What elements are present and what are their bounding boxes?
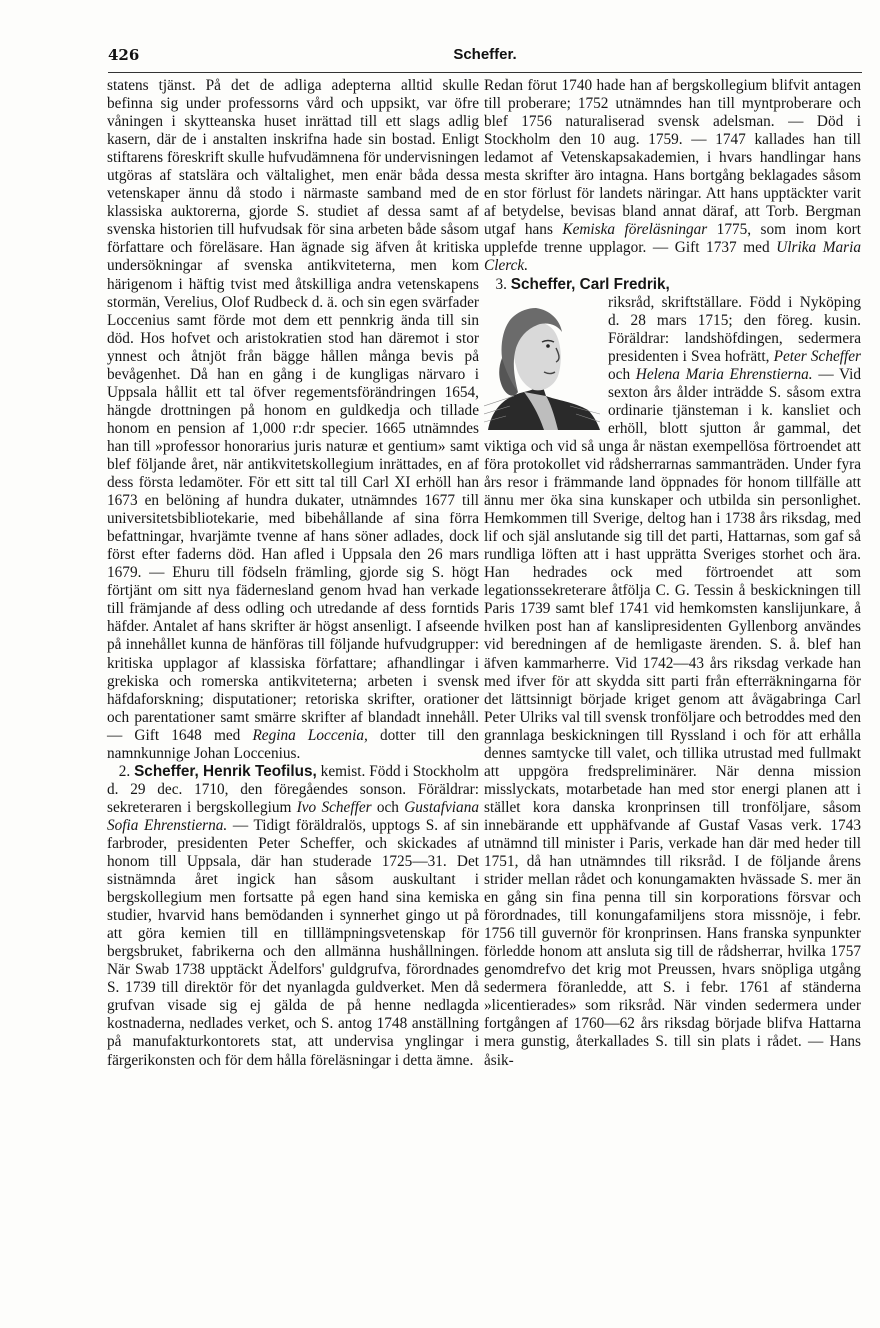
entry-1-end: dotter till den namnkunnige Johan Loccenius. bbox=[107, 726, 479, 762]
entry-2-work-title: Kemiska föreläsningar bbox=[562, 221, 708, 239]
entry-2-continuation bbox=[484, 77, 861, 276]
entry-2-intro: kemist. Född i Stockholm d. 29 dec. 1710, den föregåendes sonson. Föräldrar: sekreteraren i bergskollegium bbox=[107, 762, 479, 816]
entry-3-number: 3. bbox=[495, 275, 507, 293]
entry-1-continuation bbox=[107, 77, 479, 763]
entry-2-mother: Gustafviana Sofia Ehrenstierna. bbox=[107, 798, 479, 834]
entry-2-heading: Scheffer, Henrik Teofilus, bbox=[134, 762, 317, 780]
entry-2-wife: Ulrika Maria Clerck. bbox=[484, 239, 861, 275]
entry-3-mother: Helena Maria Ehrenstierna. bbox=[635, 365, 813, 383]
page-header bbox=[108, 46, 862, 68]
entry-2-cont-text: Redan förut 1740 hade han af bergskollegium blifvit antagen till proberare; 1752 utnämndes han till myntproberare och blef 1756 naturaliserad svensk adelsman. — Död i Stockholm den 10 aug. 1759. — 1747 kallades han till ledamot af Vetenskapsakademien, i hvars handlingar hans mesta skrifter äro intagna. Hans bortgång beklagades såsom en stor förlust för landets näringar. Att hans upptäckter varit af betydelse, bevisas bland annat däraf, att Torb. Bergman utgaf hans bbox=[484, 77, 861, 239]
entry-1-text: statens tjänst. På det de adliga adepterna alltid skulle befinna sig under professorns vård och uppsikt, var öfre våningen i skytteanska huset inrättad till ett slags adlig kasern, där de i anstalten inskrifna hade sin bostad. Enligt stiftarens föreskrift skulle hufvudämnena för undervisningen utgöras af statslära och vältalighet, men enär båda dessa vetenskaper ännu då stodo i närmaste samband med de klassiska auktorerna, gjorde S. studiet af dessa samt af svenska historien till hufvudsak för sina arbeten både såsom författare och föreläsare. Han ägnade sig äfven åt kritiska undersökningar af svenska antikviteterna, men kom härigenom i häftig tvist med åtskilliga andra vetenskapens stormän, Verelius, Olof Rudbeck d. ä. och sin egen svärfader Loccenius samt förde mot dem ett pennkrig ända till sin död. Hos hofvet och aristokratien stod han däremot i stor ynnest och åtnjöt från bägge hållen många bevis på bevågenhet. Då han en gång i de kungligas närvaro i Uppsala hållit ett tal öfver regementsförändringen 1654, hängde drottningen på honom en guldkedja och tillade honom en pension af 1,000 r:dr specier. 1665 utnämndes han till »professor honorarius juris naturæ et gentium» samt blef följande året, när antikvitetskollegium inrättades, en af dess första ledamöter. För ett sitt tal till Carl XI erhöll han 1673 en belöning af hundra dukater, utnämndes 1677 till universitetsbibliotekarie, med bibehållande af sina förra befattningar, hvarjämte tvenne af hans söner adlades, dock först efter faderns död. Han afled i Uppsala den 26 mars 1679. — Ehuru till födseln främling, gjorde sig S. högt förtjänt om sitt nya fädernesland genom hvad han verkade till främjande af dess odling och utredande af dess forntids häfder. Antalet af hans skrifter är högst ansenligt. I afseende på innehållet kunna de hänföras till följande hufvudgrupper: kritiska upplagor af klassiska författare; afhandlingar i grekiska och romerska antikviteterna; arbeten i svensk häfdaforskning; disputationer; retoriska skrifter, orationer och parentationer samt smärre skrifter af blandadt innehåll. — Gift 1648 med bbox=[107, 77, 479, 744]
entry-3-heading: Scheffer, Carl Fredrik, bbox=[510, 275, 670, 293]
entry-2-cont-end: 1775, som inom kort upplefde trenne upplagor. — Gift 1737 med bbox=[484, 221, 862, 257]
entry-3-intro: riksråd, skriftställare. Född i Nyköping d. 28 mars 1715; den föreg. kusin. Föräldrar: landshöfdingen, sedermera presidenten i Svea hofrätt, bbox=[608, 293, 861, 365]
entry-2-father: Ivo Scheffer bbox=[296, 798, 372, 816]
entry-1-wife: Regina Loccenia, bbox=[252, 726, 368, 744]
entry-2-body: — Tidigt föräldralös, upptogs S. af sin farbroder, presidenten Peter Scheffer, och skickades af honom till Uppsala, där han studerade 1725—31. Det sistnämnda året ingick han såsom auskultant i bergskollegium men fortsatte på egen hand sina kemiska studier, hvarvid hans bemödanden i synnerhet gingo ut på att göra kemien till en tilllämpningsvetenskap för bergsbruket, fabrikerna och den allmänna hushållningen. När Swab 1738 upptäckt Ädelfors' guldgrufva, förordnades S. 1739 till direktör för det nyanlagda guldverket. Men då grufvan visade sig ej gälda de på henne nedlagda kostnaderna, nedlades verket, och S. antog 1748 anställning på manufakturkontorets stat, att undervisa ynglingar i färgerikonsten och för dem hålla föreläsningar i detta ämne. bbox=[107, 816, 479, 1069]
entry-3-and: och bbox=[608, 365, 631, 383]
entry-3-father: Peter Scheffer bbox=[773, 347, 861, 365]
entry-2-number: 2. bbox=[118, 762, 131, 780]
header-rule bbox=[108, 72, 862, 73]
entry-3-body: — Vid sexton års ålder inträdde S. såsom extra ordinarie tjänsteman i k. kansliet och erhöll, blott sjutton år gammal, det viktiga och vid så unga år nästan exempellösa förtroendet att föra protokollet vid rådsherrarnas sammanträden. Under fyra års resor i främmande land öppnades för honom tillfälle att ännu mer öka sina kunskaper och utbilda sin personlighet. Hemkommen till Sverige, deltog han i 1738 års riksdag, med lif och själ anslutande sig till det parti, Hattarnas, som gaf så rundliga löften att i hast upprätta Sveriges storhet och ära. Han hedrades ock med förtroendet att som legationssekreterare åtfölja C. G. Tessin å beskickningen till Paris 1739 samt blef 1741 vid hemkomsten kanslijunkare, å hvilken post han af kanslipresidenten Gyllenborg användes vid beredningen af de hemligaste ärenden. S. å. blef han äfven kammarherre. Vid 1742—43 års riksdag verkade han med ifver för att skydda sitt parti från efterräkningarna för det lättsinnigt började kriget genom att åvägabringa Carl Peter Ulriks val till svensk tronföljare och betroddes med den grannlaga beskickningen till Ryssland i och för att erhålla dennes samtycke till valet, och tillika utrustad med fullmakt att uppgöra fredspreliminärer. När denna mission misslyckats, motarbetade han med stor energi planen att i stället kora danska kronprinsen till tronföljare, såsom innebärande ett upphäfvande af Gustaf Vasas verk. 1743 utnämnd till minister i Paris, verkade han där med heder till 1751, då han utnämndes till riksråd. I de följande årens strider mellan rådet och konungamakten hvässade S. mer än en gång sin fina penna till sin korporations försvar och förordnades, till konungafamiljens stora missnöje, i febr. 1756 till guvernör för kronprinsen. Hans franska synpunkter förledde honom att ansluta sig till de rådsherrar, hvilka 1757 genomdrefvo det krig mot Preussen, hvars snöpliga utgång sedermera föranledde, att S. i febr. 1761 af ständerna »licentierades» som riksråd. När vinden sedermera under fortgången af 1760—62 års riksdag började blifva Hattarna mera gunstig, återkallades S. till sin plats i rådet. — Hans åsik- bbox=[484, 365, 862, 1069]
portrait-image bbox=[484, 296, 600, 430]
right-column bbox=[484, 77, 861, 1070]
entry-3 bbox=[484, 276, 861, 1070]
page-number: 426 bbox=[108, 46, 140, 64]
entry-2 bbox=[107, 763, 479, 1070]
entry-2-and: och bbox=[376, 798, 399, 816]
left-column bbox=[107, 77, 479, 1070]
running-title: Scheffer. bbox=[453, 46, 517, 63]
